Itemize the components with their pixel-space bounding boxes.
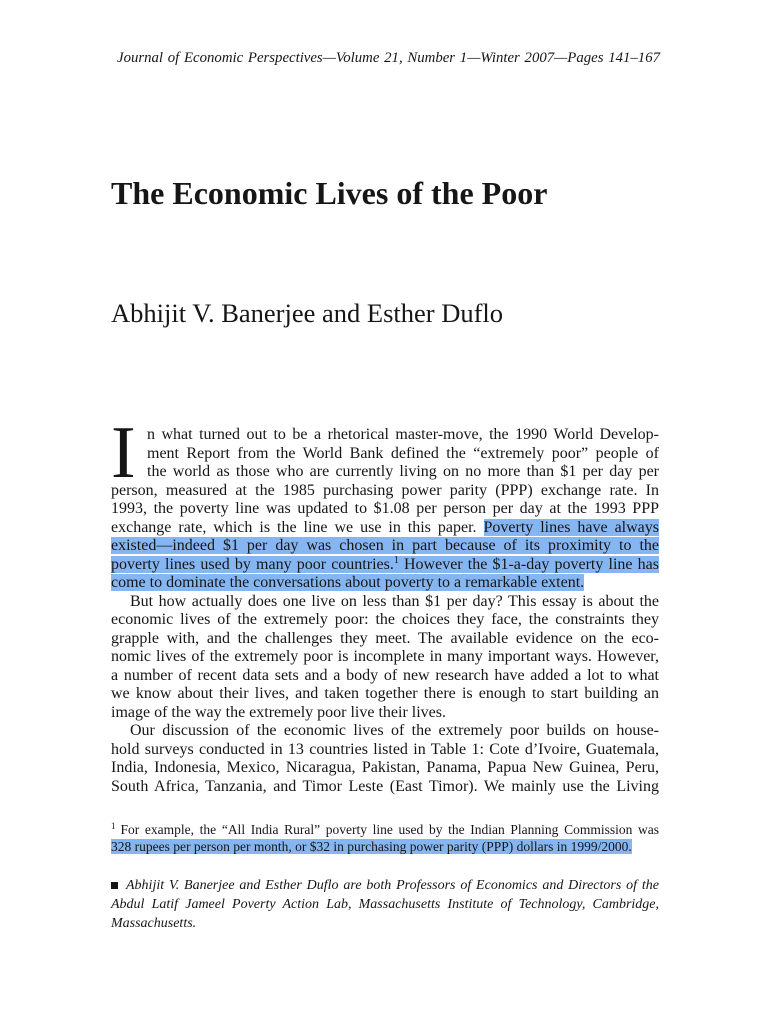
drop-cap: I — [111, 412, 136, 494]
paragraph — [111, 722, 659, 796]
bullet-square-icon — [111, 882, 118, 889]
body-line: image of the way the extremely poor live their lives. — [111, 703, 446, 721]
author-note-line: Abdul Latif Jameel Poverty Action Lab, Massachusetts Institute of Technology, Cambridge, — [111, 897, 659, 912]
author-note-text: Abhijit V. Banerjee and Esther Duflo are both Professors of Economics and Directors of the — [126, 878, 659, 893]
body-line: economic lives of the extremely poor: the choices they face, the constraints they — [111, 611, 659, 628]
footnote-line — [111, 838, 659, 855]
body-line: a number of recent data sets and a body of new research have added a lot to what — [111, 666, 659, 684]
body-text: exchange rate, which is the line we use in this paper. — [111, 518, 484, 536]
body-text: poverty lines used by many poor countries. — [111, 555, 394, 573]
body-line: n what turned out to be a rhetorical master-move, the 1990 World Develop- — [147, 426, 659, 443]
body-line — [111, 537, 659, 556]
body-line — [111, 556, 659, 575]
footnote-text: For example, the “All India Rural” poverty line used by the Indian Planning Commission was — [120, 822, 659, 837]
body-line: hold surveys conducted in 13 countries listed in Table 1: Cote d’Ivoire, Guatemala, — [111, 740, 659, 758]
paragraph — [111, 426, 659, 593]
body-line: we know about their lives, and taken together there is enough to start building an — [111, 685, 659, 702]
author-note-line: Massachusetts. — [111, 916, 197, 931]
body-line — [111, 574, 659, 593]
highlighted-text: come to dominate the conversations about poverty to a remarkable extent. — [111, 574, 585, 591]
author-note — [111, 876, 659, 933]
body-line: Our discussion of the economic lives of the extremely poor builds on house- — [130, 722, 659, 739]
body-line: the world as those who are currently living on no more than $1 per day per — [147, 463, 659, 480]
highlighted-text: 328 rupees per person per month, or $32 in purchasing power parity (PPP) dollars in 1999/2000. — [111, 839, 632, 854]
article-authors: Abhijit V. Banerjee and Esther Duflo — [111, 298, 504, 328]
article-title: The Economic Lives of the Poor — [111, 175, 548, 211]
body-line: India, Indonesia, Mexico, Nicaragua, Pakistan, Panama, Papua New Guinea, Peru, — [111, 759, 659, 776]
author-note-line — [111, 876, 659, 895]
footnote-line — [111, 821, 659, 838]
highlighted-text — [111, 556, 659, 573]
highlighted-text: Poverty lines have always — [483, 518, 660, 536]
article-body — [111, 426, 659, 796]
running-head: Journal of Economic Perspectives—Volume 21, Number 1—Winter 2007—Pages 141–167 — [117, 50, 660, 66]
body-line: 1993, the poverty line was updated to $1.08 per person per day at the 1993 PPP — [111, 500, 659, 517]
body-line: person, measured at the 1985 purchasing power parity (PPP) exchange rate. In — [111, 481, 659, 499]
body-line: nomic lives of the extremely poor is incomplete in many important ways. However, — [111, 648, 659, 665]
body-line: ment Report from the World Bank defined the “extremely poor” people of — [147, 444, 659, 462]
body-line: grapple with, and the challenges they meet. The available evidence on the eco- — [111, 629, 659, 647]
footnote — [111, 821, 659, 855]
body-line: But how actually does one live on less than $1 per day? This essay is about the — [130, 592, 659, 610]
body-line — [111, 519, 659, 538]
body-line: South Africa, Tanzania, and Timor Leste (East Timor). We mainly use the Living — [111, 777, 659, 795]
highlighted-text: existed—indeed $1 per day was chosen in part because of its proximity to the — [111, 537, 659, 554]
paragraph — [111, 593, 659, 723]
footnote-reference: 1 — [393, 554, 399, 566]
footnote-marker: 1 — [111, 821, 116, 831]
body-text: However the $1-a-day poverty line has — [398, 555, 659, 573]
